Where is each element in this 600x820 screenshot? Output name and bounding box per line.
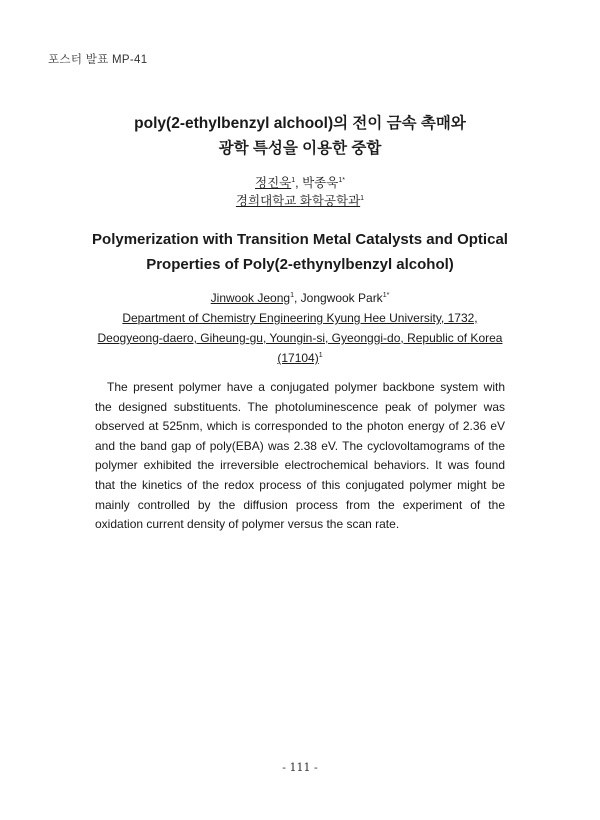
korean-affiliation: 경희대학교 화학공학과 [235,194,361,208]
korean-author-sep: , [295,176,303,190]
english-title-line2: Properties of Poly(2-ethynylbenzyl alcohol) [146,256,454,273]
korean-title-line2: 광학 특성을 이용한 중합 [218,140,382,157]
korean-authors [0,174,600,210]
korean-affiliation-line [0,192,600,210]
english-author-sep: , [293,291,301,305]
english-author-1-sup: 1 [290,292,294,299]
english-author-2: Jongwook Park [300,291,383,305]
english-author-1: Jinwook Jeong [210,291,291,305]
session-tag: 포스터 발표 MP-41 [48,54,148,66]
english-affiliation-sup: 1 [318,352,323,359]
english-affiliation-line1: Department of Chemistry Engineering Kyung Hee University, 1732, [122,311,478,325]
abstract [95,378,505,535]
english-author-line [60,288,540,308]
abstract-text: The present polymer have a conjugated polymer backbone system with the designed substituents. The photoluminescence peak of polymer was observed at 525nm, which is corresponded to the photon energy of 2.36 eV and the band gap of poly(EBA) was 2.38 eV. The cyclovoltamograms of the polymer exhibited the irreversible electrochemical behaviors. It was found that the kinetics of the redox process of this conjugated polymer might be mainly controlled by the diffusion process from the experiment of the oxidation current density of polymer versus the scan rate. [95,380,505,532]
english-author-2-sup: 1* [382,292,390,299]
korean-author-2: 박종욱 [302,176,339,190]
korean-author-2-sup: 1* [338,176,345,184]
english-affiliation-line3 [60,348,540,368]
english-title [0,227,600,277]
korean-author-line [0,174,600,192]
page-number: - 111 - [282,761,318,774]
korean-author-1-sup: 1 [291,176,296,184]
korean-title [0,111,600,161]
english-authors [60,288,540,368]
english-affiliation-postcode: (17104) [277,351,319,365]
english-title-line1: Polymerization with Transition Metal Catalysts and Optical [92,231,508,248]
korean-author-1: 정진욱 [255,176,292,190]
korean-title-line1: poly(2-ethylbenzyl alchool)의 전이 금속 촉매와 [134,115,466,132]
korean-affiliation-sup: 1 [360,194,365,202]
english-affiliation-line2: Deogyeong-daero, Giheung-gu, Youngin-si, Gyeonggi-do, Republic of Korea [97,331,503,345]
